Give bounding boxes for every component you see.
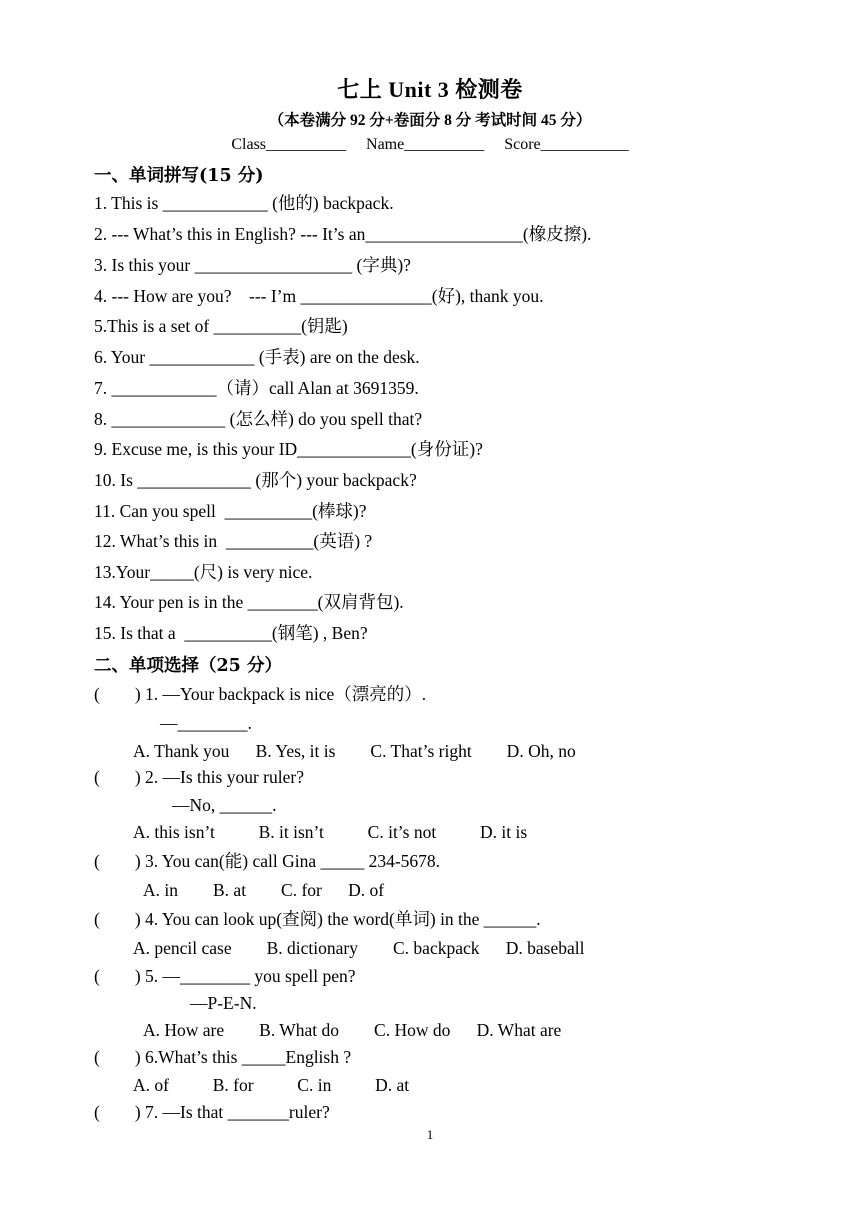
answer-blank-line: —________.: [160, 713, 252, 733]
page-number: 1: [426, 1127, 434, 1142]
options-line: A. How are B. What do C. How do D. What are: [143, 1020, 562, 1040]
spelling-item: 6. Your ____________ (手表) are on the desk.: [94, 347, 420, 367]
page-subtitle: （本卷满分 92 分+卷面分 8 分 考试时间 45 分）: [268, 112, 592, 129]
spelling-item: 9. Excuse me, is this your ID_____________(身份证)?: [94, 439, 483, 459]
student-info-line: Class__________ Name__________ Score___________: [231, 136, 629, 153]
spelling-item: 10. Is _____________ (那个) your backpack?: [94, 470, 417, 490]
question-line: ( ) 6.What’s this _____English ?: [94, 1047, 352, 1067]
options-line: A. in B. at C. for D. of: [143, 880, 385, 900]
spelling-item: 7. ____________（请）call Alan at 3691359.: [94, 378, 419, 398]
spelling-item: 2. --- What’s this in English? --- It’s an__________________(橡皮擦).: [94, 224, 592, 244]
answer-blank-line: —No, ______.: [172, 795, 277, 815]
options-line: A. Thank you B. Yes, it is C. That’s right D. Oh, no: [133, 741, 576, 761]
spelling-item: 1. This is ____________ (他的) backpack.: [94, 193, 394, 213]
section-2-heading: 二、单项选择（25 分）: [94, 656, 282, 676]
spelling-item: 4. --- How are you? --- I’m _______________(好), thank you.: [94, 286, 544, 306]
page-title: 七上 Unit 3 检测卷: [337, 77, 523, 102]
section-1-heading: 一、单词拼写(15 分): [94, 166, 264, 186]
question-line: ( ) 7. —Is that _______ruler?: [94, 1102, 330, 1122]
question-line: ( ) 2. —Is this your ruler?: [94, 767, 304, 787]
spelling-item: 11. Can you spell __________(棒球)?: [94, 501, 367, 521]
spelling-item: 14. Your pen is in the ________(双肩背包).: [94, 592, 404, 612]
spelling-item: 12. What’s this in __________(英语) ?: [94, 531, 373, 551]
question-line: ( ) 5. —________ you spell pen?: [94, 966, 356, 986]
question-line: ( ) 3. You can(能) call Gina _____ 234-5678.: [94, 851, 441, 871]
spelling-item: 8. _____________ (怎么样) do you spell that?: [94, 409, 423, 429]
answer-blank-line: —P-E-N.: [190, 993, 257, 1013]
question-line: ( ) 4. You can look up(查阅) the word(单词) in the ______.: [94, 909, 541, 929]
spelling-item: 13.Your_____(尺) is very nice.: [94, 562, 313, 582]
spelling-item: 15. Is that a __________(钢笔) , Ben?: [94, 623, 368, 643]
spelling-item: 5.This is a set of __________(钥匙): [94, 316, 348, 336]
options-line: A. pencil case B. dictionary C. backpack D. baseball: [133, 938, 585, 958]
spelling-item: 3. Is this your __________________ (字典)?: [94, 255, 411, 275]
options-line: A. this isn’t B. it isn’t C. it’s not D. it is: [133, 822, 528, 842]
question-line: ( ) 1. —Your backpack is nice（漂亮的）.: [94, 684, 427, 704]
options-line: A. of B. for C. in D. at: [133, 1075, 410, 1095]
